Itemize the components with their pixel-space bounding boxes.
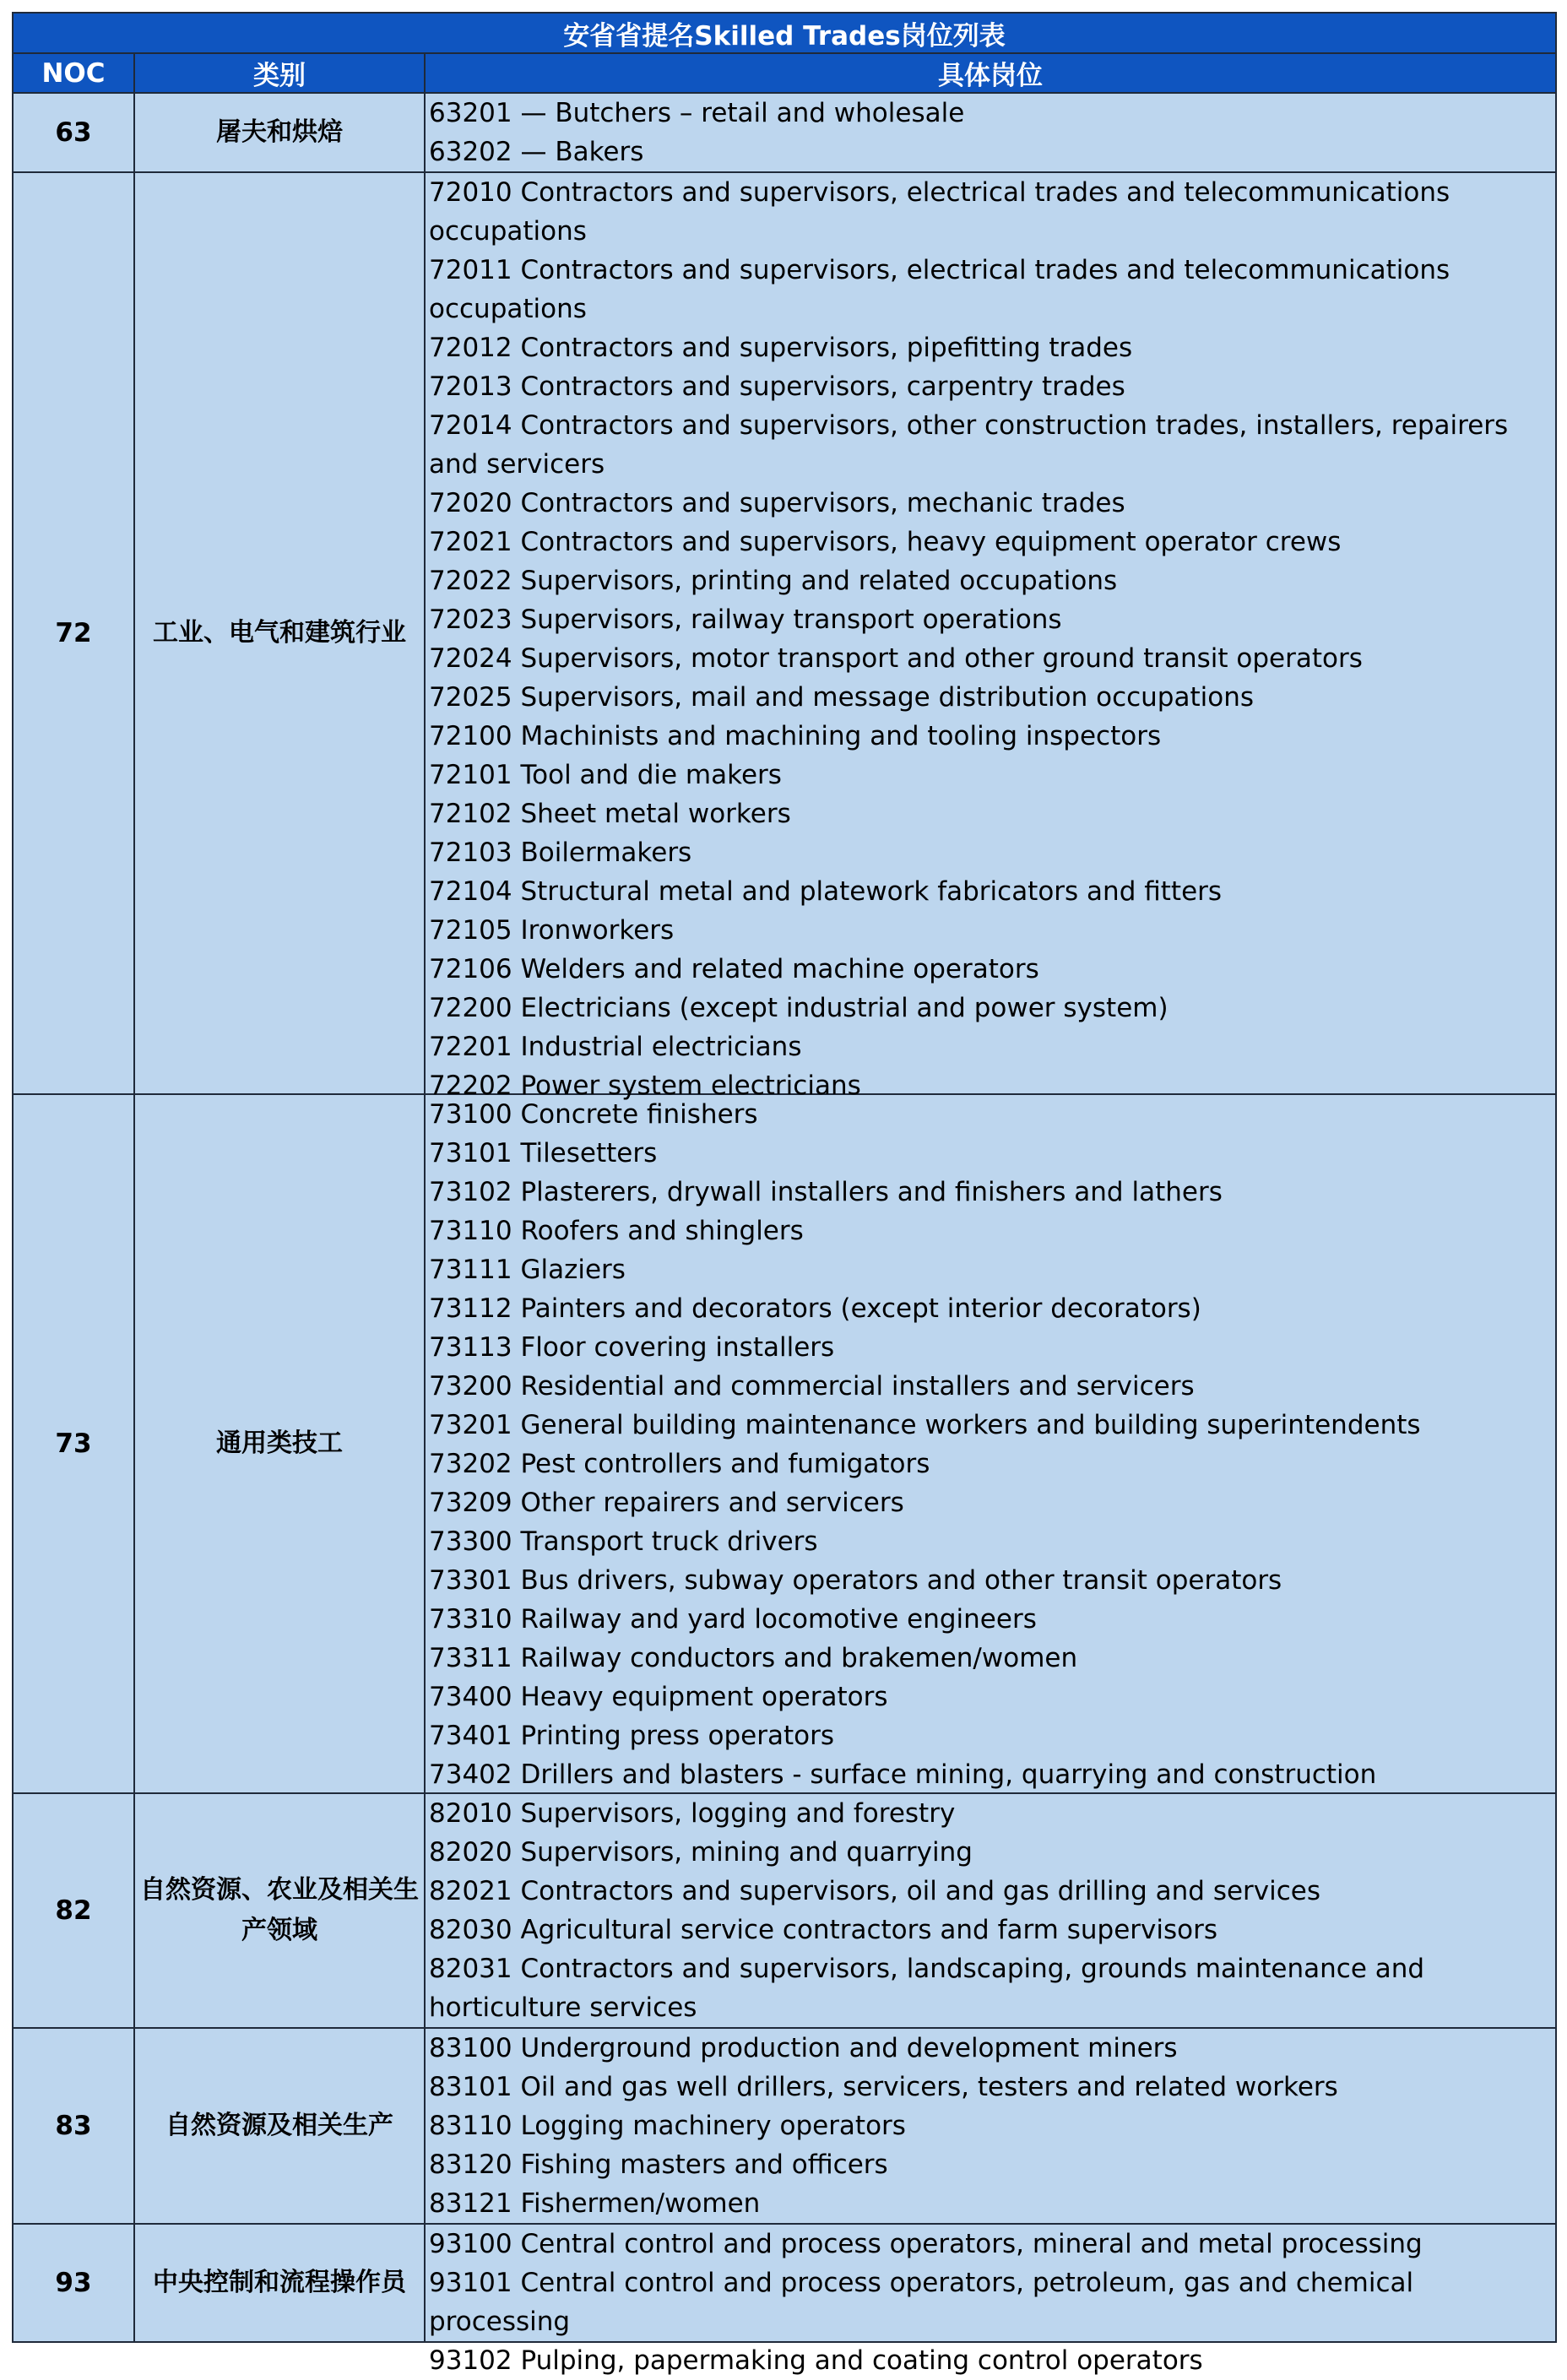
job-item: 72021 Contractors and supervisors, heavy equipment operator crews xyxy=(429,527,1342,557)
positions-table-container xyxy=(12,12,1555,2376)
job-item: 83110 Logging machinery operators xyxy=(429,2111,906,2141)
job-item: 83100 Underground production and development miners xyxy=(429,2033,1178,2063)
job-item: 73402 Drillers and blasters - surface mining, quarrying and construction xyxy=(429,1759,1377,1790)
group-row-83 xyxy=(13,2028,1556,2224)
group-category: 自然资源、农业及相关生产领域 xyxy=(134,1793,425,2028)
table-title: 安省省提名Skilled Trades岗位列表 xyxy=(13,13,1556,53)
group-row-73 xyxy=(13,1094,1556,1793)
job-item: 72201 Industrial electricians xyxy=(429,1032,802,1062)
job-item: 73101 Tilesetters xyxy=(429,1138,658,1168)
job-item: 93101 Central control and process operators, petroleum, gas and chemical processing xyxy=(429,2268,1414,2337)
job-item: 63201 — Butchers – retail and wholesale xyxy=(429,98,965,128)
job-item: 72106 Welders and related machine operators xyxy=(429,954,1039,984)
job-item: 63202 — Bakers xyxy=(429,137,644,167)
table-title-row xyxy=(13,13,1556,53)
job-item: 72100 Machinists and machining and tooling inspectors xyxy=(429,721,1162,751)
job-item: 73112 Painters and decorators (except interior decorators) xyxy=(429,1293,1201,1324)
job-item: 83101 Oil and gas well drillers, servicers, testers and related workers xyxy=(429,2072,1338,2102)
group-noc: 82 xyxy=(13,1793,134,2028)
group-jobs xyxy=(425,1094,1556,1793)
job-item: 72022 Supervisors, printing and related occupations xyxy=(429,566,1118,596)
group-category: 通用类技工 xyxy=(134,1094,425,1793)
header-category: 类别 xyxy=(134,53,425,93)
job-item: 93102 Pulping, papermaking and coating control operators xyxy=(429,2345,1203,2376)
job-item: 72014 Contractors and supervisors, other construction trades, installers, repairers and servicers xyxy=(429,410,1509,480)
group-jobs xyxy=(425,172,1556,1101)
job-item: 73201 General building maintenance workers and building superintendents xyxy=(429,1410,1421,1440)
positions-table xyxy=(12,12,1557,2376)
table-header-row xyxy=(13,53,1556,93)
job-item: 72202 Power system electricians xyxy=(429,1071,861,1101)
group-noc: 93 xyxy=(13,2224,134,2342)
group-noc: 72 xyxy=(13,172,134,1094)
group-category: 自然资源及相关生产 xyxy=(134,2028,425,2224)
group-jobs xyxy=(425,2224,1556,2376)
job-item: 73301 Bus drivers, subway operators and other transit operators xyxy=(429,1565,1282,1596)
job-item: 72011 Contractors and supervisors, electrical trades and telecommunications occupations xyxy=(429,255,1450,324)
header-noc: NOC xyxy=(13,53,134,93)
job-item: 82030 Agricultural service contractors and farm supervisors xyxy=(429,1915,1217,1945)
job-item: 72013 Contractors and supervisors, carpentry trades xyxy=(429,371,1125,402)
group-category: 工业、电气和建筑行业 xyxy=(134,172,425,1094)
group-jobs xyxy=(425,1793,1556,2028)
job-item: 72010 Contractors and supervisors, electrical trades and telecommunications occupations xyxy=(429,177,1450,247)
group-row-93 xyxy=(13,2224,1556,2342)
job-item: 73202 Pest controllers and fumigators xyxy=(429,1449,930,1479)
job-item: 82020 Supervisors, mining and quarrying xyxy=(429,1837,973,1868)
job-item: 73311 Railway conductors and brakemen/women xyxy=(429,1643,1078,1673)
job-item: 72104 Structural metal and platework fabricators and fitters xyxy=(429,876,1223,907)
job-item: 82031 Contractors and supervisors, landscaping, grounds maintenance and horticulture services xyxy=(429,1954,1425,2023)
job-item: 72020 Contractors and supervisors, mechanic trades xyxy=(429,488,1125,518)
job-item: 72025 Supervisors, mail and message distribution occupations xyxy=(429,682,1255,713)
job-item: 72101 Tool and die makers xyxy=(429,760,782,790)
group-row-72 xyxy=(13,172,1556,1094)
job-item: 72102 Sheet metal workers xyxy=(429,799,791,829)
group-row-82 xyxy=(13,1793,1556,2028)
group-noc: 73 xyxy=(13,1094,134,1793)
job-item: 83121 Fishermen/women xyxy=(429,2188,761,2219)
job-item: 73113 Floor covering installers xyxy=(429,1332,835,1363)
job-item: 73209 Other repairers and servicers xyxy=(429,1488,904,1518)
job-item: 73100 Concrete finishers xyxy=(429,1099,758,1130)
job-item: 82010 Supervisors, logging and forestry xyxy=(429,1798,956,1829)
job-item: 82021 Contractors and supervisors, oil and gas drilling and services xyxy=(429,1876,1321,1906)
job-item: 73200 Residential and commercial installers and servicers xyxy=(429,1371,1195,1401)
job-item: 73400 Heavy equipment operators xyxy=(429,1682,888,1712)
job-item: 72024 Supervisors, motor transport and other ground transit operators xyxy=(429,643,1363,674)
job-item: 73102 Plasterers, drywall installers and finishers and lathers xyxy=(429,1177,1223,1207)
header-positions: 具体岗位 xyxy=(425,53,1556,93)
group-jobs xyxy=(425,93,1556,172)
job-item: 73401 Printing press operators xyxy=(429,1721,835,1751)
job-item: 73310 Railway and yard locomotive engineers xyxy=(429,1604,1037,1635)
job-item: 72103 Boilermakers xyxy=(429,838,692,868)
job-item: 72023 Supervisors, railway transport operations xyxy=(429,604,1062,635)
job-item: 73300 Transport truck drivers xyxy=(429,1526,818,1557)
group-noc: 83 xyxy=(13,2028,134,2224)
job-item: 73111 Glaziers xyxy=(429,1255,626,1285)
group-jobs xyxy=(425,2028,1556,2224)
job-item: 73110 Roofers and shinglers xyxy=(429,1216,804,1246)
job-item: 72200 Electricians (except industrial and power system) xyxy=(429,993,1168,1023)
job-item: 72012 Contractors and supervisors, pipefitting trades xyxy=(429,333,1133,363)
group-row-63 xyxy=(13,93,1556,172)
group-noc: 63 xyxy=(13,93,134,172)
group-category: 屠夫和烘焙 xyxy=(134,93,425,172)
job-item: 83120 Fishing masters and officers xyxy=(429,2150,888,2180)
group-category: 中央控制和流程操作员 xyxy=(134,2224,425,2342)
job-item: 72105 Ironworkers xyxy=(429,915,675,946)
job-item: 93100 Central control and process operators, mineral and metal processing xyxy=(429,2229,1423,2259)
